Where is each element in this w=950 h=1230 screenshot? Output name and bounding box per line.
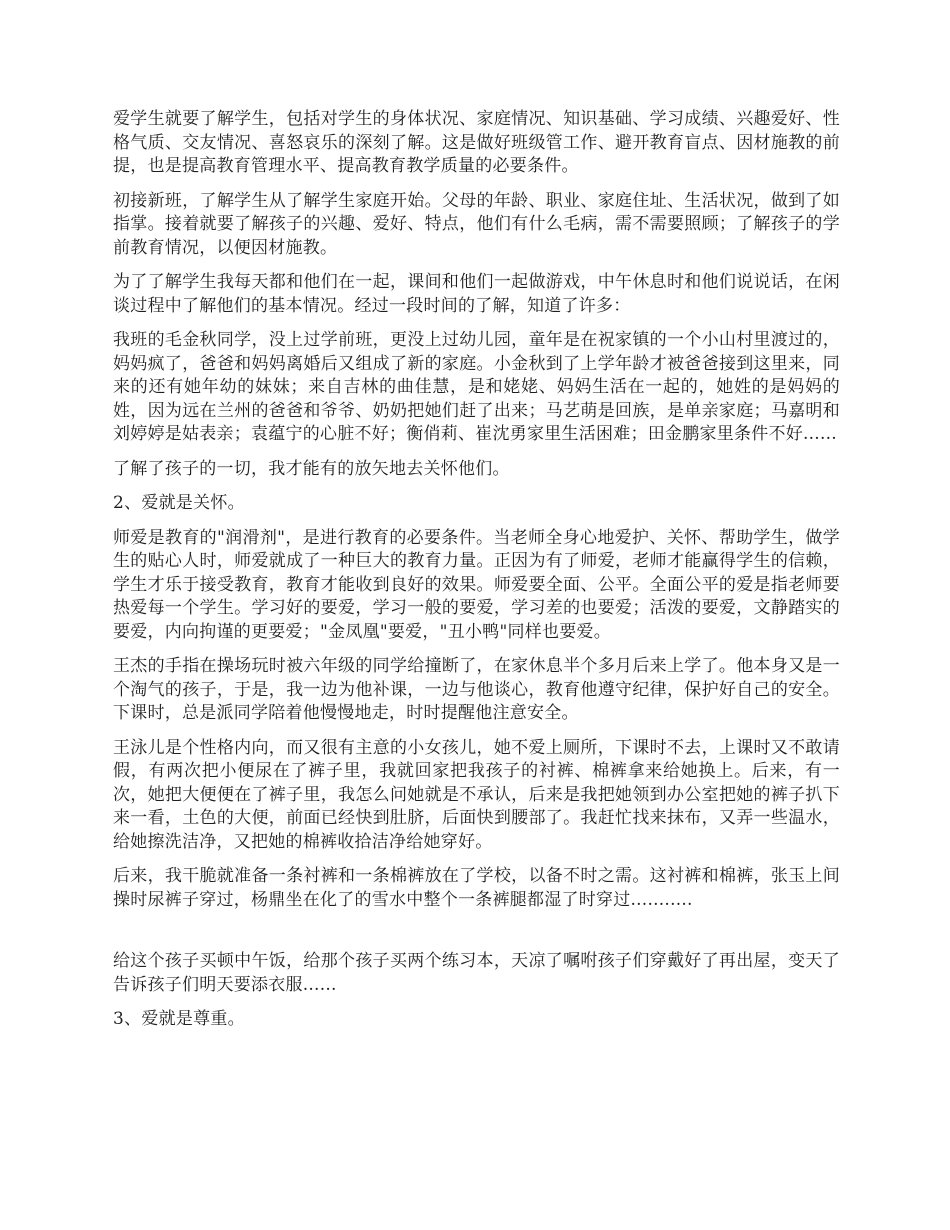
paragraph-small-cares: 给这个孩子买顿中午饭，给那个孩子买两个练习本，天凉了嘱咐孩子们穿戴好了再出屋，变天了告诉孩子们明天要添衣服...... bbox=[113, 951, 840, 995]
section-heading-respect: 3、爱就是尊重。 bbox=[113, 1009, 245, 1029]
paragraph-new-class: 初接新班，了解学生从了解学生家庭开始。父母的年龄、职业、家庭住址、生活状况，做到了如指掌。接着就要了解孩子的兴趣、爱好、特点，他们有什么毛病，需不需要照顾；了解孩子的学前教育情况，以便因材施教。 bbox=[113, 190, 840, 258]
paragraph-spare-clothes: 后来，我干脆就准备一条衬裤和一条棉裤放在了学校，以备不时之需。这衬裤和棉裤，张玉上间操时尿裤子穿过，杨鼎坐在化了的雪水中整个一条裤腿都湿了时穿过........... bbox=[113, 866, 840, 910]
paragraph-daily-contact: 为了了解学生我每天都和他们在一起，课间和他们一起做游戏，中午休息时和他们说说话，在闲谈过程中了解他们的基本情况。经过一段时间的了解，知道了许多： bbox=[113, 272, 840, 316]
paragraph-student-backgrounds: 我班的毛金秋同学，没上过学前班，更没上过幼儿园，童年是在祝家镇的一个小山村里渡过的，妈妈疯了，爸爸和妈妈离婚后又组成了新的家庭。小金秋到了上学年龄才被爸爸接到这里来，同来的还有她年幼的妹妹；来自吉林的曲佳慧，是和姥姥、妈妈生活在一起的，她姓的是妈妈的姓，因为远在兰州的爸爸和爷爷、奶奶把她们赶了出来；马艺萌是回族，是单亲家庭；马嘉明和刘婷婷是姑表亲；袁蕴宁的心脏不好；衡俏莉、崔沈勇家里生活困难；田金鹏家里条件不好...... bbox=[113, 330, 840, 444]
paragraph-understand-students: 爱学生就要了解学生，包括对学生的身体状况、家庭情况、知识基础、学习成绩、兴趣爱好、性格气质、交友情况、喜怒哀乐的深刻了解。这是做好班级管工作、避开教育盲点、因材施教的前提，也是提高教育管理水平、提高教育教学质量的必要条件。 bbox=[113, 109, 840, 176]
paragraph-teacher-love: 师爱是教育的"润滑剂"，是进行教育的必要条件。当老师全身心地爱护、关怀、帮助学生，做学生的贴心人时，师爱就成了一种巨大的教育力量。正因为有了师爱，老师才能赢得学生的信赖，学生才乐于接受教育，教育才能收到良好的效果。师爱要全面、公平。全面公平的爱是指老师要热爱每一个学生。学习好的要爱，学习一般的要爱，学习差的也要爱；活泼的要爱，文静踏实的要爱，内向拘谨的更要爱；"金凤凰"要爱，"丑小鸭"同样也要爱。 bbox=[113, 527, 840, 642]
paragraph-wang-yonger: 王泳儿是个性格内向，而又很有主意的小女孩儿，她不爱上厕所，下课时不去，上课时又不敢请假，有两次把小便尿在了裤子里，我就回家把我孩子的衬裤、棉裤拿来给她换上。后来，有一次，她把大便便在了裤子里，我怎么问她就是不承认，后来是我把她领到办公室把她的裤子扒下来一看，土色的大便，前面已经快到肚脐，后面快到腰部了。我赶忙找来抹布，又弄一些温水，给她擦洗洁净，又把她的棉裤收拾洁净给她穿好。 bbox=[113, 737, 840, 852]
paragraph-wang-jie: 王杰的手指在操场玩时被六年级的同学给撞断了，在家休息半个多月后来上学了。他本身又是一个淘气的孩子，于是，我一边为他补课，一边与他谈心，教育他遵守纪律，保护好自己的安全。下课时，总是派同学陪着他慢慢地走，时时提醒他注意安全。 bbox=[113, 656, 840, 723]
section-heading-care: 2、爱就是关怀。 bbox=[113, 493, 245, 513]
document-body bbox=[113, 108, 840, 1043]
paragraph-care-conclusion: 了解了孩子的一切，我才能有的放矢地去关怀他们。 bbox=[113, 458, 510, 479]
